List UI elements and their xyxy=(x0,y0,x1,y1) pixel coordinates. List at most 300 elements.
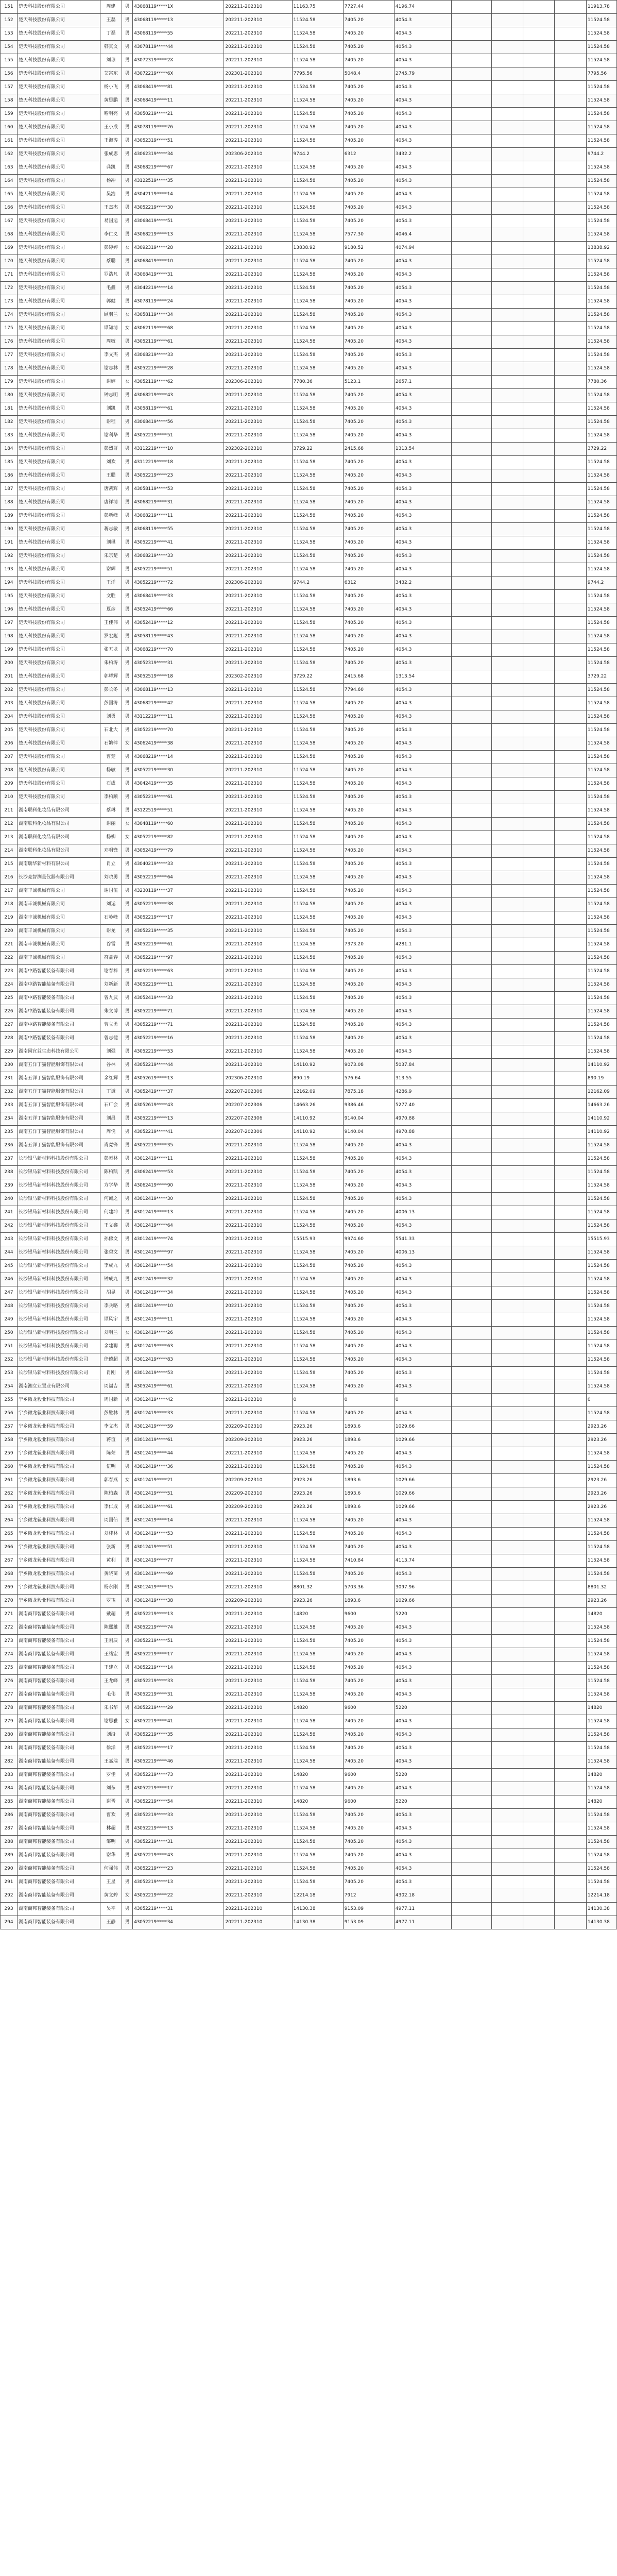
sex-cell: 男 xyxy=(122,175,133,188)
blank-cell xyxy=(491,670,523,684)
row-number: 246 xyxy=(1,1273,18,1286)
amount-cell: 7405.20 xyxy=(343,1260,394,1273)
total-cell: 890.19 xyxy=(586,1072,616,1086)
sex-cell: 男 xyxy=(122,1621,133,1635)
amount-cell: 9974.60 xyxy=(343,1233,394,1246)
blank-cell xyxy=(491,1219,523,1233)
blank-cell xyxy=(523,1688,555,1702)
blank-cell xyxy=(555,1340,586,1353)
total-cell: 11524.58 xyxy=(586,27,616,41)
table-row xyxy=(1,577,617,590)
row-number: 194 xyxy=(1,577,18,590)
amount-cell xyxy=(451,1193,491,1206)
blank-cell xyxy=(555,978,586,992)
name-cell: 周福吉 xyxy=(100,1380,122,1394)
blank-cell xyxy=(555,188,586,201)
name-cell: 刘凯 xyxy=(100,402,122,416)
blank-cell xyxy=(523,710,555,724)
sex-cell: 男 xyxy=(122,536,133,550)
amount-cell: 11524.58 xyxy=(292,1153,343,1166)
period-cell: 202211-202310 xyxy=(224,1916,292,1929)
amount-cell: 7405.20 xyxy=(343,1514,394,1528)
name-cell: 杨柳 xyxy=(100,831,122,844)
id-number-cell: 43052219*****64 xyxy=(133,871,224,885)
amount-cell: 7405.20 xyxy=(343,349,394,362)
amount-cell: 7405.20 xyxy=(343,1862,394,1876)
name-cell: 郭辉辉 xyxy=(100,670,122,684)
amount-cell: 4054.3 xyxy=(394,402,451,416)
amount-cell: 4054.3 xyxy=(394,362,451,376)
amount-cell xyxy=(451,1005,491,1019)
id-number-cell: 43052219*****35 xyxy=(133,1139,224,1153)
company-cell: 长沙银马新材料科技股份有限公司 xyxy=(18,1219,100,1233)
row-number: 242 xyxy=(1,1219,18,1233)
period-cell: 202211-202310 xyxy=(224,1166,292,1179)
id-number-cell: 43062419*****38 xyxy=(133,737,224,751)
total-cell: 11524.58 xyxy=(586,255,616,268)
table-row xyxy=(1,416,617,429)
table-row xyxy=(1,376,617,389)
row-number: 175 xyxy=(1,322,18,335)
company-cell: 长沙竞智测量仪器有限公司 xyxy=(18,871,100,885)
amount-cell: 4054.3 xyxy=(394,309,451,322)
period-cell: 202211-202310 xyxy=(224,1340,292,1353)
amount-cell: 11524.58 xyxy=(292,1380,343,1394)
row-number: 233 xyxy=(1,1099,18,1112)
amount-cell: 11524.58 xyxy=(292,657,343,670)
amount-cell: 2923.26 xyxy=(292,1474,343,1487)
blank-cell xyxy=(555,1019,586,1032)
amount-cell xyxy=(451,456,491,469)
amount-cell: 7405.20 xyxy=(343,134,394,148)
row-number: 158 xyxy=(1,94,18,108)
company-cell: 湖南商邦智能装备有限公司 xyxy=(18,1903,100,1916)
blank-cell xyxy=(555,1541,586,1554)
company-cell: 楚天科技股份有限公司 xyxy=(18,710,100,724)
amount-cell: 6312 xyxy=(343,577,394,590)
company-cell: 宁乡微龙毅业科技有限公司 xyxy=(18,1434,100,1447)
amount-cell: 7405.20 xyxy=(343,603,394,617)
amount-cell: 4054.3 xyxy=(394,1019,451,1032)
company-cell: 湖南联科化妆品有限公司 xyxy=(18,818,100,831)
table-row xyxy=(1,590,617,603)
name-cell: 杨冲 xyxy=(100,175,122,188)
amount-cell xyxy=(451,1179,491,1193)
amount-cell: 11524.58 xyxy=(292,764,343,777)
amount-cell: 11524.58 xyxy=(292,563,343,577)
blank-cell xyxy=(523,1246,555,1260)
name-cell: 陈柏凯 xyxy=(100,1166,122,1179)
amount-cell: 7405.20 xyxy=(343,108,394,121)
blank-cell xyxy=(555,255,586,268)
table-row xyxy=(1,751,617,764)
amount-cell: 4054.3 xyxy=(394,831,451,844)
blank-cell xyxy=(555,1112,586,1126)
amount-cell: 7405.20 xyxy=(343,188,394,201)
id-number-cell: 43052219*****61 xyxy=(133,791,224,804)
sex-cell: 男 xyxy=(122,791,133,804)
amount-cell: 9744.2 xyxy=(292,148,343,161)
blank-cell xyxy=(523,1260,555,1273)
sex-cell: 男 xyxy=(122,1916,133,1929)
company-cell: 楚天科技股份有限公司 xyxy=(18,67,100,81)
sex-cell: 男 xyxy=(122,1099,133,1112)
row-number: 162 xyxy=(1,148,18,161)
amount-cell: 1893.6 xyxy=(343,1487,394,1501)
amount-cell: 7405.20 xyxy=(343,201,394,215)
company-cell: 湖南丰诚机械有限公司 xyxy=(18,952,100,965)
total-cell: 11524.58 xyxy=(586,1179,616,1193)
blank-cell xyxy=(491,255,523,268)
period-cell: 202211-202310 xyxy=(224,362,292,376)
blank-cell xyxy=(491,536,523,550)
total-cell: 11524.58 xyxy=(586,496,616,510)
amount-cell: 11524.58 xyxy=(292,1340,343,1353)
row-number: 234 xyxy=(1,1112,18,1126)
period-cell: 202211-202310 xyxy=(224,1728,292,1742)
amount-cell: 4054.3 xyxy=(394,844,451,858)
amount-cell xyxy=(451,295,491,309)
amount-cell: 7405.20 xyxy=(343,523,394,536)
name-cell: 丁谦 xyxy=(100,1086,122,1099)
sex-cell: 男 xyxy=(122,1219,133,1233)
id-number-cell: 43052219*****41 xyxy=(133,536,224,550)
blank-cell xyxy=(523,1286,555,1300)
id-number-cell: 43050219*****21 xyxy=(133,108,224,121)
name-cell: 罗宏彪 xyxy=(100,630,122,643)
amount-cell: 11524.58 xyxy=(292,134,343,148)
id-number-cell: 43012419*****30 xyxy=(133,1193,224,1206)
blank-cell xyxy=(555,1072,586,1086)
table-row xyxy=(1,1862,617,1876)
blank-cell xyxy=(555,1903,586,1916)
table-row xyxy=(1,1903,617,1916)
table-row xyxy=(1,844,617,858)
amount-cell: 7405.20 xyxy=(343,911,394,925)
blank-cell xyxy=(491,1313,523,1327)
amount-cell: 4054.3 xyxy=(394,1447,451,1461)
amount-cell: 11524.58 xyxy=(292,1849,343,1862)
period-cell: 202211-202310 xyxy=(224,416,292,429)
period-cell: 202306-202310 xyxy=(224,376,292,389)
blank-cell xyxy=(491,94,523,108)
id-number-cell: 43068119*****55 xyxy=(133,523,224,536)
blank-cell xyxy=(555,201,586,215)
id-number-cell: 43052119*****62 xyxy=(133,376,224,389)
blank-cell xyxy=(491,496,523,510)
name-cell: 唐祥清 xyxy=(100,496,122,510)
total-cell: 14663.26 xyxy=(586,1099,616,1112)
name-cell: 谢辉 xyxy=(100,563,122,577)
amount-cell xyxy=(451,1045,491,1059)
amount-cell: 7405.20 xyxy=(343,1380,394,1394)
blank-cell xyxy=(555,322,586,335)
amount-cell: 7405.20 xyxy=(343,389,394,402)
sex-cell: 男 xyxy=(122,992,133,1005)
amount-cell xyxy=(451,577,491,590)
period-cell: 202211-202310 xyxy=(224,1032,292,1045)
sex-cell: 男 xyxy=(122,643,133,657)
sex-cell: 男 xyxy=(122,1903,133,1916)
amount-cell xyxy=(451,362,491,376)
sex-cell: 男 xyxy=(122,1193,133,1206)
id-number-cell: 43062119*****68 xyxy=(133,322,224,335)
amount-cell xyxy=(451,1447,491,1461)
amount-cell xyxy=(451,871,491,885)
table-row xyxy=(1,188,617,201)
name-cell: 陈柏森 xyxy=(100,1487,122,1501)
blank-cell xyxy=(523,577,555,590)
table-row xyxy=(1,1795,617,1809)
id-number-cell: 43078119*****24 xyxy=(133,295,224,309)
period-cell: 202211-202310 xyxy=(224,1045,292,1059)
name-cell: 刘沿 xyxy=(100,1728,122,1742)
amount-cell: 7405.20 xyxy=(343,1876,394,1889)
amount-cell: 9600 xyxy=(343,1702,394,1715)
blank-cell xyxy=(523,550,555,563)
table-row xyxy=(1,161,617,175)
id-number-cell: 43012419*****21 xyxy=(133,1474,224,1487)
amount-cell: 4054.3 xyxy=(394,188,451,201)
id-number-cell: 43068219*****33 xyxy=(133,550,224,563)
amount-cell: 1029.66 xyxy=(394,1487,451,1501)
amount-cell xyxy=(451,1755,491,1769)
company-cell: 宁乡微龙毅业科技有限公司 xyxy=(18,1461,100,1474)
company-cell: 楚天科技股份有限公司 xyxy=(18,657,100,670)
sex-cell: 男 xyxy=(122,402,133,416)
amount-cell: 11524.58 xyxy=(292,1728,343,1742)
company-cell: 楚天科技股份有限公司 xyxy=(18,402,100,416)
name-cell: 谭风宇 xyxy=(100,1313,122,1327)
amount-cell xyxy=(451,898,491,911)
blank-cell xyxy=(491,510,523,523)
period-cell: 202211-202310 xyxy=(224,1688,292,1702)
sex-cell: 男 xyxy=(122,349,133,362)
company-cell: 楚天科技股份有限公司 xyxy=(18,1,100,14)
total-cell: 11524.58 xyxy=(586,161,616,175)
name-cell: 罗飞 xyxy=(100,1595,122,1608)
total-cell: 11524.58 xyxy=(586,510,616,523)
company-cell: 湖南商邦智能装备有限公司 xyxy=(18,1916,100,1929)
id-number-cell: 43068219*****31 xyxy=(133,496,224,510)
sex-cell: 男 xyxy=(122,684,133,697)
table-row xyxy=(1,1849,617,1862)
sex-cell: 男 xyxy=(122,282,133,295)
amount-cell: 4054.3 xyxy=(394,469,451,483)
sex-cell: 男 xyxy=(122,577,133,590)
blank-cell xyxy=(491,27,523,41)
total-cell: 11524.58 xyxy=(586,1045,616,1059)
amount-cell: 11524.58 xyxy=(292,938,343,952)
period-cell: 202211-202310 xyxy=(224,777,292,791)
blank-cell xyxy=(523,1206,555,1219)
amount-cell: 7405.20 xyxy=(343,1621,394,1635)
sex-cell: 男 xyxy=(122,563,133,577)
sex-cell: 男 xyxy=(122,1,133,14)
amount-cell: 4054.3 xyxy=(394,684,451,697)
table-row xyxy=(1,1581,617,1595)
blank-cell xyxy=(491,684,523,697)
total-cell: 11524.58 xyxy=(586,1728,616,1742)
company-cell: 湖南瑞华新材料有限公司 xyxy=(18,858,100,871)
amount-cell: 7405.20 xyxy=(343,885,394,898)
amount-cell: 0 xyxy=(394,1394,451,1407)
period-cell: 202211-202310 xyxy=(224,1,292,14)
row-number: 177 xyxy=(1,349,18,362)
name-cell: 肖竟锋 xyxy=(100,1139,122,1153)
amount-cell: 11524.58 xyxy=(292,1246,343,1260)
blank-cell xyxy=(555,1233,586,1246)
blank-cell xyxy=(523,443,555,456)
total-cell: 2923.26 xyxy=(586,1434,616,1447)
amount-cell: 4054.3 xyxy=(394,858,451,871)
company-cell: 湖南商邦智能装备有限公司 xyxy=(18,1742,100,1755)
blank-cell xyxy=(555,1554,586,1568)
name-cell: 钟成九 xyxy=(100,1273,122,1286)
amount-cell xyxy=(451,1715,491,1728)
amount-cell: 7405.20 xyxy=(343,1635,394,1648)
blank-cell xyxy=(491,161,523,175)
blank-cell xyxy=(523,1876,555,1889)
amount-cell: 4054.3 xyxy=(394,335,451,349)
amount-cell: 11524.58 xyxy=(292,1862,343,1876)
blank-cell xyxy=(523,1300,555,1313)
amount-cell: 11524.58 xyxy=(292,1286,343,1300)
table-row xyxy=(1,175,617,188)
name-cell: 罗佳 xyxy=(100,1769,122,1782)
period-cell: 202211-202310 xyxy=(224,844,292,858)
id-number-cell: 43068419*****51 xyxy=(133,215,224,228)
blank-cell xyxy=(555,389,586,402)
sex-cell: 男 xyxy=(122,469,133,483)
id-number-cell: 43052219*****31 xyxy=(133,1688,224,1702)
amount-cell: 7405.20 xyxy=(343,496,394,510)
total-cell: 11524.58 xyxy=(586,1648,616,1662)
table-row xyxy=(1,563,617,577)
company-cell: 湖南五洋丁猫智能服饰有限公司 xyxy=(18,1086,100,1099)
company-cell: 楚天科技股份有限公司 xyxy=(18,416,100,429)
total-cell: 11524.58 xyxy=(586,402,616,416)
sex-cell: 男 xyxy=(122,523,133,536)
blank-cell xyxy=(523,94,555,108)
total-cell: 11524.58 xyxy=(586,295,616,309)
total-cell: 11524.58 xyxy=(586,1862,616,1876)
amount-cell: 4054.3 xyxy=(394,1876,451,1889)
name-cell: 张碧文 xyxy=(100,1246,122,1260)
id-number-cell: 43052219*****11 xyxy=(133,978,224,992)
amount-cell: 4054.3 xyxy=(394,1300,451,1313)
amount-cell xyxy=(451,1822,491,1836)
table-row xyxy=(1,791,617,804)
blank-cell xyxy=(523,992,555,1005)
row-number: 274 xyxy=(1,1648,18,1662)
amount-cell: 4054.3 xyxy=(394,710,451,724)
table-row xyxy=(1,523,617,536)
period-cell: 202211-202310 xyxy=(224,14,292,27)
sex-cell: 男 xyxy=(122,670,133,684)
amount-cell: 4054.3 xyxy=(394,898,451,911)
amount-cell: 11524.58 xyxy=(292,1353,343,1367)
amount-cell: 9140.04 xyxy=(343,1112,394,1126)
amount-cell: 4054.3 xyxy=(394,1005,451,1019)
amount-cell: 11524.58 xyxy=(292,1568,343,1581)
blank-cell xyxy=(523,1501,555,1514)
amount-cell: 7405.20 xyxy=(343,1219,394,1233)
amount-cell: 11524.58 xyxy=(292,724,343,737)
blank-cell xyxy=(523,751,555,764)
table-row xyxy=(1,1367,617,1380)
table-row xyxy=(1,670,617,684)
table-row xyxy=(1,643,617,657)
id-number-cell: 43068419*****33 xyxy=(133,590,224,603)
total-cell: 11524.58 xyxy=(586,965,616,978)
blank-cell xyxy=(491,121,523,134)
table-row xyxy=(1,1487,617,1501)
amount-cell xyxy=(451,1889,491,1903)
blank-cell xyxy=(491,1541,523,1554)
name-cell: 黄晓苗 xyxy=(100,1568,122,1581)
blank-cell xyxy=(523,737,555,751)
company-cell: 楚天科技股份有限公司 xyxy=(18,362,100,376)
name-cell: 李文杰 xyxy=(100,349,122,362)
blank-cell xyxy=(523,804,555,818)
row-number: 224 xyxy=(1,978,18,992)
amount-cell: 4054.3 xyxy=(394,1286,451,1300)
blank-cell xyxy=(491,1126,523,1139)
table-row xyxy=(1,1340,617,1353)
amount-cell xyxy=(451,1086,491,1099)
row-number: 197 xyxy=(1,617,18,630)
blank-cell xyxy=(555,603,586,617)
blank-cell xyxy=(523,1728,555,1742)
row-number: 170 xyxy=(1,255,18,268)
blank-cell xyxy=(491,416,523,429)
total-cell: 14820 xyxy=(586,1769,616,1782)
blank-cell xyxy=(491,617,523,630)
table-row xyxy=(1,603,617,617)
name-cell: 李仁义 xyxy=(100,228,122,242)
amount-cell xyxy=(451,1487,491,1501)
amount-cell: 2923.26 xyxy=(292,1420,343,1434)
blank-cell xyxy=(555,536,586,550)
row-number: 155 xyxy=(1,54,18,67)
amount-cell: 4054.3 xyxy=(394,777,451,791)
company-cell: 楚天科技股份有限公司 xyxy=(18,322,100,335)
total-cell: 0 xyxy=(586,1394,616,1407)
blank-cell xyxy=(555,938,586,952)
row-number: 181 xyxy=(1,402,18,416)
amount-cell: 11524.58 xyxy=(292,1809,343,1822)
blank-cell xyxy=(523,697,555,710)
sex-cell: 男 xyxy=(122,1086,133,1099)
amount-cell xyxy=(451,1327,491,1340)
blank-cell xyxy=(523,898,555,911)
blank-cell xyxy=(491,1501,523,1514)
period-cell: 202211-202310 xyxy=(224,322,292,335)
blank-cell xyxy=(491,1273,523,1286)
amount-cell: 11524.58 xyxy=(292,710,343,724)
table-row xyxy=(1,148,617,161)
blank-cell xyxy=(491,443,523,456)
total-cell: 11524.58 xyxy=(586,201,616,215)
period-cell: 202211-202310 xyxy=(224,1005,292,1019)
period-cell: 202211-202310 xyxy=(224,215,292,228)
period-cell: 202207-202306 xyxy=(224,1099,292,1112)
blank-cell xyxy=(491,710,523,724)
amount-cell xyxy=(451,965,491,978)
company-cell: 楚天科技股份有限公司 xyxy=(18,201,100,215)
blank-cell xyxy=(523,777,555,791)
